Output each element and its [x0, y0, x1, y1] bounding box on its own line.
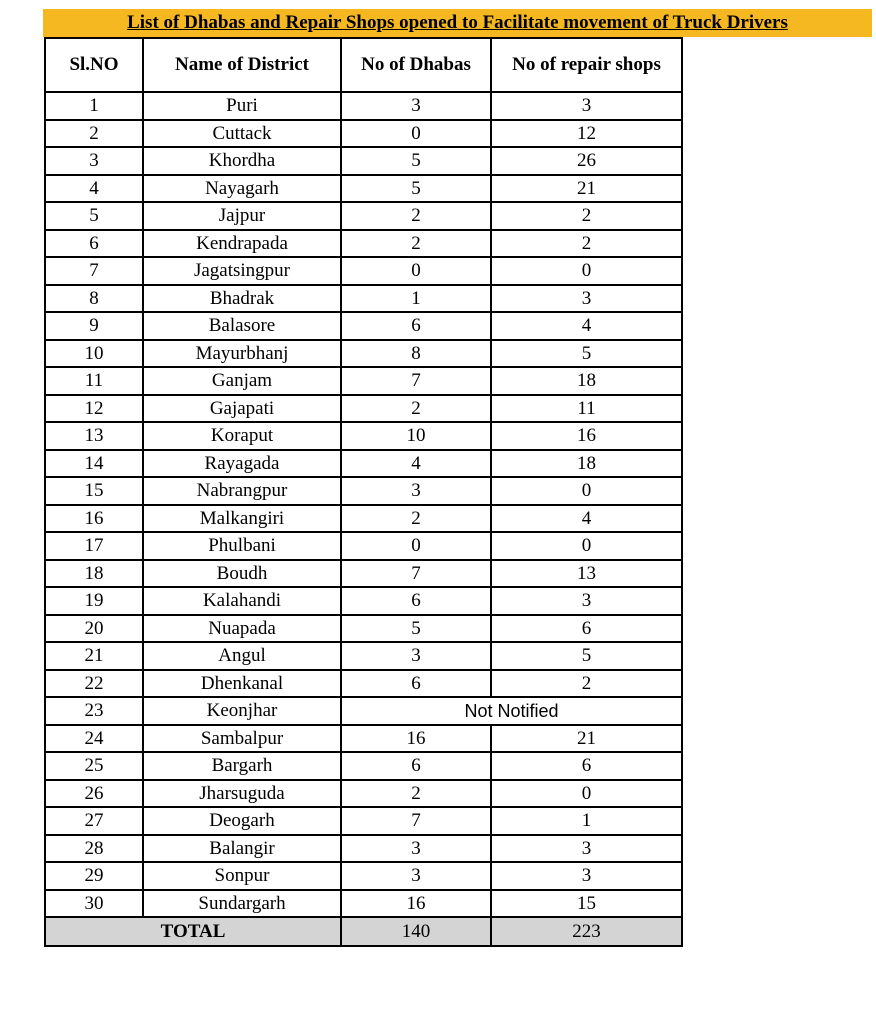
- cell-dhabas: 6: [341, 587, 491, 615]
- cell-district: Balangir: [143, 835, 341, 863]
- page-title: List of Dhabas and Repair Shops opened to Facilitate movement of Truck Drivers: [127, 12, 788, 33]
- cell-repair-shops: 6: [491, 752, 682, 780]
- cell-dhabas: 1: [341, 285, 491, 313]
- table-row: [45, 642, 682, 670]
- cell-district: Ganjam: [143, 367, 341, 395]
- table-row: [45, 615, 682, 643]
- table-row: [45, 175, 682, 203]
- cell-not-notified: Not Notified: [341, 697, 682, 725]
- cell-repair-shops: 4: [491, 312, 682, 340]
- cell-slno: 25: [45, 752, 143, 780]
- district-table: [44, 37, 683, 947]
- cell-slno: 21: [45, 642, 143, 670]
- cell-district: Cuttack: [143, 120, 341, 148]
- cell-district: Koraput: [143, 422, 341, 450]
- cell-slno: 8: [45, 285, 143, 313]
- cell-repair-shops: 4: [491, 505, 682, 533]
- table-row: [45, 560, 682, 588]
- cell-slno: 6: [45, 230, 143, 258]
- table-row: [45, 807, 682, 835]
- cell-district: Gajapati: [143, 395, 341, 423]
- cell-dhabas: 2: [341, 780, 491, 808]
- cell-slno: 17: [45, 532, 143, 560]
- cell-repair-shops: 0: [491, 477, 682, 505]
- cell-dhabas: 3: [341, 92, 491, 120]
- cell-repair-shops: 2: [491, 230, 682, 258]
- cell-dhabas: 16: [341, 725, 491, 753]
- cell-slno: 5: [45, 202, 143, 230]
- cell-district: Sonpur: [143, 862, 341, 890]
- cell-dhabas: 3: [341, 642, 491, 670]
- cell-repair-shops: 6: [491, 615, 682, 643]
- table-row: [45, 532, 682, 560]
- cell-dhabas: 3: [341, 862, 491, 890]
- cell-dhabas: 6: [341, 312, 491, 340]
- cell-repair-shops: 21: [491, 725, 682, 753]
- cell-dhabas: 6: [341, 752, 491, 780]
- cell-repair-shops: 2: [491, 202, 682, 230]
- cell-dhabas: 2: [341, 202, 491, 230]
- cell-district: Nabrangpur: [143, 477, 341, 505]
- table-row: [45, 202, 682, 230]
- cell-slno: 29: [45, 862, 143, 890]
- cell-district: Jajpur: [143, 202, 341, 230]
- cell-district: Deogarh: [143, 807, 341, 835]
- table-row: [45, 670, 682, 698]
- cell-dhabas: 10: [341, 422, 491, 450]
- table-row: [45, 752, 682, 780]
- cell-slno: 11: [45, 367, 143, 395]
- table-row: [45, 230, 682, 258]
- cell-repair-shops: 18: [491, 367, 682, 395]
- table-row: [45, 725, 682, 753]
- table-row: [45, 450, 682, 478]
- cell-slno: 3: [45, 147, 143, 175]
- cell-slno: 30: [45, 890, 143, 918]
- cell-district: Jagatsingpur: [143, 257, 341, 285]
- cell-repair-shops: 0: [491, 257, 682, 285]
- cell-dhabas: 3: [341, 477, 491, 505]
- cell-dhabas: 8: [341, 340, 491, 368]
- table-row: [45, 92, 682, 120]
- cell-slno: 1: [45, 92, 143, 120]
- cell-slno: 9: [45, 312, 143, 340]
- cell-slno: 28: [45, 835, 143, 863]
- cell-slno: 7: [45, 257, 143, 285]
- cell-repair-shops: 3: [491, 835, 682, 863]
- header-dhabas: No of Dhabas: [341, 38, 491, 92]
- table-row: [45, 477, 682, 505]
- cell-repair-shops: 3: [491, 92, 682, 120]
- cell-dhabas: 2: [341, 505, 491, 533]
- cell-district: Kendrapada: [143, 230, 341, 258]
- cell-dhabas: 7: [341, 367, 491, 395]
- cell-district: Boudh: [143, 560, 341, 588]
- cell-district: Rayagada: [143, 450, 341, 478]
- title-banner: [43, 9, 872, 37]
- cell-dhabas: 6: [341, 670, 491, 698]
- cell-district: Nuapada: [143, 615, 341, 643]
- cell-dhabas: 2: [341, 395, 491, 423]
- cell-district: Angul: [143, 642, 341, 670]
- cell-dhabas: 0: [341, 120, 491, 148]
- table-row: [45, 697, 682, 725]
- cell-repair-shops: 3: [491, 587, 682, 615]
- cell-slno: 2: [45, 120, 143, 148]
- table-row: [45, 422, 682, 450]
- table-row: [45, 312, 682, 340]
- cell-repair-shops: 15: [491, 890, 682, 918]
- table-row: [45, 367, 682, 395]
- cell-slno: 13: [45, 422, 143, 450]
- cell-dhabas: 16: [341, 890, 491, 918]
- table-row: [45, 340, 682, 368]
- cell-district: Bargarh: [143, 752, 341, 780]
- table-row: [45, 147, 682, 175]
- cell-repair-shops: 3: [491, 285, 682, 313]
- cell-district: Phulbani: [143, 532, 341, 560]
- cell-repair-shops: 12: [491, 120, 682, 148]
- total-repair-shops: 223: [491, 917, 682, 946]
- table-row: [45, 780, 682, 808]
- table-row: [45, 890, 682, 918]
- cell-repair-shops: 18: [491, 450, 682, 478]
- total-row: [45, 917, 682, 946]
- cell-district: Bhadrak: [143, 285, 341, 313]
- cell-repair-shops: 21: [491, 175, 682, 203]
- cell-district: Balasore: [143, 312, 341, 340]
- cell-slno: 23: [45, 697, 143, 725]
- cell-dhabas: 0: [341, 532, 491, 560]
- cell-slno: 10: [45, 340, 143, 368]
- header-slno: Sl.NO: [45, 38, 143, 92]
- cell-slno: 15: [45, 477, 143, 505]
- cell-repair-shops: 1: [491, 807, 682, 835]
- cell-district: Dhenkanal: [143, 670, 341, 698]
- cell-district: Khordha: [143, 147, 341, 175]
- cell-district: Puri: [143, 92, 341, 120]
- cell-dhabas: 5: [341, 175, 491, 203]
- cell-repair-shops: 5: [491, 340, 682, 368]
- cell-slno: 19: [45, 587, 143, 615]
- cell-repair-shops: 26: [491, 147, 682, 175]
- table-row: [45, 835, 682, 863]
- table-row: [45, 505, 682, 533]
- cell-repair-shops: 0: [491, 780, 682, 808]
- cell-district: Jharsuguda: [143, 780, 341, 808]
- cell-slno: 20: [45, 615, 143, 643]
- cell-slno: 12: [45, 395, 143, 423]
- cell-district: Nayagarh: [143, 175, 341, 203]
- cell-slno: 27: [45, 807, 143, 835]
- table-row: [45, 587, 682, 615]
- cell-repair-shops: 0: [491, 532, 682, 560]
- table-row: [45, 257, 682, 285]
- cell-dhabas: 7: [341, 560, 491, 588]
- cell-slno: 26: [45, 780, 143, 808]
- header-district: Name of District: [143, 38, 341, 92]
- cell-district: Sundargarh: [143, 890, 341, 918]
- cell-district: Keonjhar: [143, 697, 341, 725]
- table-row: [45, 395, 682, 423]
- cell-repair-shops: 5: [491, 642, 682, 670]
- table-body: [45, 92, 682, 917]
- cell-repair-shops: 16: [491, 422, 682, 450]
- cell-slno: 16: [45, 505, 143, 533]
- cell-slno: 4: [45, 175, 143, 203]
- header-repair-shops: No of repair shops: [491, 38, 682, 92]
- cell-slno: 24: [45, 725, 143, 753]
- cell-dhabas: 0: [341, 257, 491, 285]
- cell-slno: 22: [45, 670, 143, 698]
- cell-dhabas: 5: [341, 615, 491, 643]
- cell-dhabas: 5: [341, 147, 491, 175]
- cell-dhabas: 7: [341, 807, 491, 835]
- table-row: [45, 120, 682, 148]
- cell-district: Kalahandi: [143, 587, 341, 615]
- cell-district: Malkangiri: [143, 505, 341, 533]
- table-row: [45, 285, 682, 313]
- total-dhabas: 140: [341, 917, 491, 946]
- cell-repair-shops: 2: [491, 670, 682, 698]
- cell-slno: 18: [45, 560, 143, 588]
- cell-repair-shops: 13: [491, 560, 682, 588]
- cell-district: Mayurbhanj: [143, 340, 341, 368]
- cell-district: Sambalpur: [143, 725, 341, 753]
- cell-repair-shops: 11: [491, 395, 682, 423]
- cell-dhabas: 4: [341, 450, 491, 478]
- cell-dhabas: 2: [341, 230, 491, 258]
- cell-slno: 14: [45, 450, 143, 478]
- cell-dhabas: 3: [341, 835, 491, 863]
- table-row: [45, 862, 682, 890]
- total-label: TOTAL: [45, 917, 341, 946]
- header-row: [45, 38, 682, 92]
- cell-repair-shops: 3: [491, 862, 682, 890]
